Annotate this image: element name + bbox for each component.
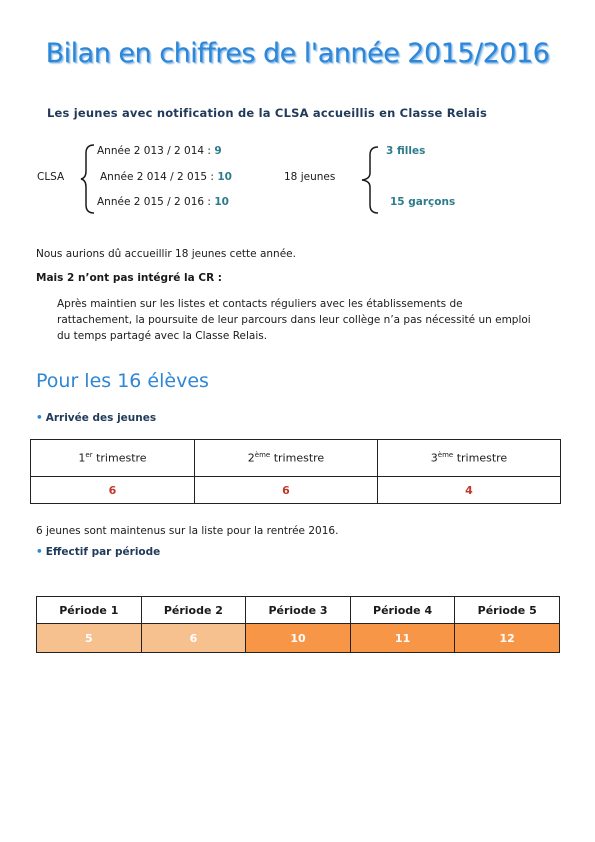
page-title: Bilan en chiffres de l'année 2015/2016 (45, 38, 550, 69)
table-header: Période 3 (246, 597, 351, 624)
year-row-1: Année 2 013 / 2 014 : 9 (97, 145, 222, 157)
effectif-cell: 12 (455, 624, 560, 653)
arrivee-heading: • Arrivée des jeunes (36, 412, 157, 424)
bullet-icon: • (36, 546, 43, 558)
table-cell: 6 (194, 477, 377, 504)
year-row-3: Année 2 015 / 2 016 : 10 (97, 196, 229, 208)
effectif-heading: • Effectif par période (36, 546, 161, 558)
table-header: Période 1 (37, 597, 142, 624)
table-header: Période 2 (141, 597, 246, 624)
table-header: 3ème trimestre (377, 440, 560, 477)
effectif-cell: 11 (350, 624, 455, 653)
left-brace (80, 143, 96, 215)
total-jeunes: 18 jeunes (284, 171, 336, 183)
filles-count: 3 filles (386, 145, 426, 157)
garcons-count: 15 garçons (390, 196, 456, 208)
table-header: 1er trimestre (31, 440, 195, 477)
subtitle: Les jeunes avec notification de la CLSA accueillis en Classe Relais (47, 106, 488, 120)
paragraph-1: Nous aurions dû accueillir 18 jeunes cette année. (36, 248, 296, 260)
table-header: 2ème trimestre (194, 440, 377, 477)
right-brace (360, 145, 380, 215)
paragraph-3: Après maintien sur les listes et contacts réguliers avec les établissements de rattachement, la poursuite de leur parcours dans leur collège n’a pas nécessité un emploi du temps partagé avec la Classe Relais. (57, 298, 531, 342)
effectif-cell: 10 (246, 624, 351, 653)
table-cell: 6 (31, 477, 195, 504)
paragraph-2: Mais 2 n’ont pas intégré la CR : (36, 272, 223, 284)
effectif-table (36, 596, 560, 653)
arrivee-table (30, 439, 561, 504)
table-header: Période 4 (350, 597, 455, 624)
effectif-cell: 6 (141, 624, 246, 653)
table-header: Période 5 (455, 597, 560, 624)
section-title: Pour les 16 élèves (36, 370, 209, 392)
maintenus-text: 6 jeunes sont maintenus sur la liste pour la rentrée 2016. (36, 525, 339, 537)
year-row-2: Année 2 014 / 2 015 : 10 (100, 171, 232, 183)
table-cell: 4 (377, 477, 560, 504)
bullet-icon: • (36, 412, 43, 424)
effectif-cell: 5 (37, 624, 142, 653)
clsa-label: CLSA (37, 171, 65, 183)
